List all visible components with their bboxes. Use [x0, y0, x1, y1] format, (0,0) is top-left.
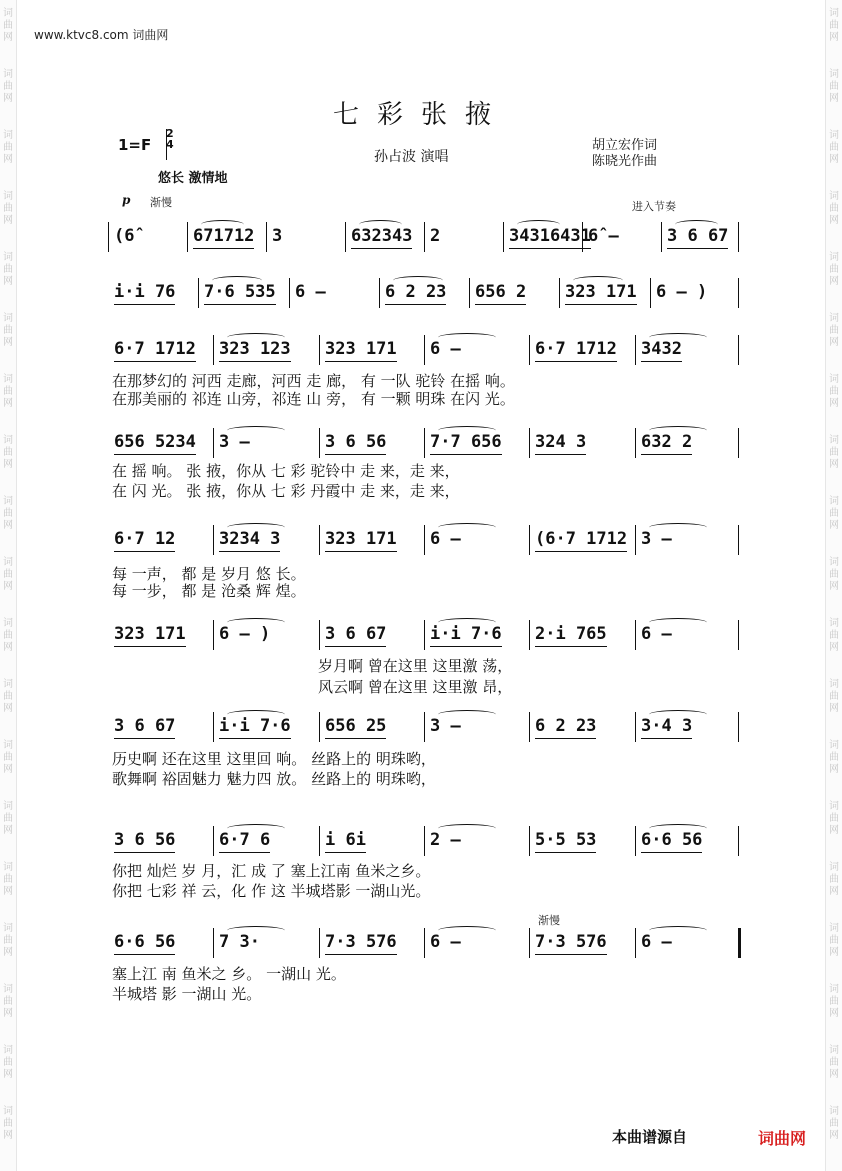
note-group: 34316431	[509, 226, 591, 246]
lyric-line: 在 闪 光。 张 掖，你从 七 彩 丹霞中 走 来，走 来，	[112, 482, 460, 500]
watermark-text: 词 曲 网	[3, 313, 13, 348]
watermark-text: 词 曲 网	[829, 313, 839, 348]
beam-line	[325, 551, 397, 552]
bar-line	[661, 222, 662, 252]
bar-line	[424, 620, 425, 650]
bar-line	[213, 525, 214, 555]
bar-line	[424, 335, 425, 365]
slur-arc	[227, 333, 285, 342]
beam-line	[325, 361, 397, 362]
bar-line	[319, 335, 320, 365]
beam-line	[114, 304, 175, 305]
watermark-text: 词 曲 网	[3, 557, 13, 592]
beam-line	[219, 361, 291, 362]
score-row	[108, 525, 740, 555]
bar-line	[319, 620, 320, 650]
note-group: 6·6 56	[641, 830, 702, 850]
slur-arc	[573, 276, 623, 285]
note-group: 656 25	[325, 716, 386, 736]
bar-line	[266, 222, 267, 252]
beam-line	[219, 551, 280, 552]
beam-line	[219, 738, 291, 739]
bar-line	[319, 928, 320, 958]
note-group: 7·6 535	[204, 282, 276, 302]
watermark-text: 词 曲 网	[829, 252, 839, 287]
bar-line	[738, 826, 739, 856]
note-group: 2	[430, 226, 441, 246]
beam-line	[641, 454, 692, 455]
bar-line	[738, 712, 739, 742]
bar-line	[503, 222, 504, 252]
beam-line	[535, 954, 607, 955]
slur-arc	[517, 220, 560, 229]
note-group: 3 6 67	[114, 716, 175, 736]
note-group: 3 6 67	[325, 624, 386, 644]
note-group: 7·7 656	[430, 432, 502, 452]
note-group: 2 –	[430, 830, 461, 850]
beam-line	[667, 248, 728, 249]
score-row	[108, 928, 740, 958]
singer-credit: 孙占波 演唱	[374, 149, 449, 165]
watermark-text: 词 曲 网	[829, 8, 839, 43]
slur-arc	[649, 710, 707, 719]
watermark-text: 词 曲 网	[829, 984, 839, 1019]
beam-line	[114, 954, 175, 955]
watermark-text: 词 曲 网	[829, 1045, 839, 1080]
note-group: 6·7 1712	[535, 339, 617, 359]
bar-line	[738, 428, 739, 458]
bar-line	[635, 335, 636, 365]
note-group: (6·7 1712	[535, 529, 627, 549]
watermark-text: 词 曲 网	[829, 923, 839, 958]
watermark-text: 词 曲 网	[3, 130, 13, 165]
bar-line	[559, 278, 560, 308]
watermark-text: 词 曲 网	[829, 679, 839, 714]
note-group: 6·7 6	[219, 830, 270, 850]
watermark-text: 词 曲 网	[829, 435, 839, 470]
slur-arc	[359, 220, 402, 229]
note-group: 5·5 53	[535, 830, 596, 850]
dynamic-marking: p	[122, 193, 131, 207]
bar-line	[379, 278, 380, 308]
beam-line	[641, 852, 702, 853]
beam-line	[114, 361, 196, 362]
slur-arc	[393, 276, 443, 285]
key-signature: 1=F	[118, 136, 152, 154]
note-group: i·i 76	[114, 282, 175, 302]
slur-arc	[227, 824, 285, 833]
note-group: 3 6 56	[325, 432, 386, 452]
bar-line	[108, 222, 109, 252]
watermark-text: 词 曲 网	[3, 374, 13, 409]
score-row	[108, 620, 740, 650]
beam-line	[535, 454, 586, 455]
beam-line	[385, 304, 446, 305]
slur-arc	[227, 426, 285, 435]
slur-arc	[227, 710, 285, 719]
slur-arc	[227, 926, 285, 935]
note-group: 2·i 765	[535, 624, 607, 644]
watermark-text: 词 曲 网	[829, 801, 839, 836]
slur-arc	[649, 523, 707, 532]
beam-line	[325, 646, 386, 647]
slur-arc	[675, 220, 718, 229]
score-row	[108, 278, 740, 308]
slur-arc	[649, 926, 707, 935]
slur-arc	[649, 618, 707, 627]
bar-line	[738, 335, 739, 365]
lyric-line: 在 摇 响。 张 掖，你从 七 彩 驼铃中 走 来，走 来，	[112, 462, 460, 480]
note-group: 6 –	[430, 932, 461, 952]
slur-arc	[438, 618, 496, 627]
bar-line	[529, 335, 530, 365]
site-header: www.ktvc8.com 词曲网	[34, 28, 169, 42]
note-group: i 6i	[325, 830, 366, 850]
bar-line	[650, 278, 651, 308]
note-group: 6 –	[295, 282, 326, 302]
watermark-text: 词 曲 网	[829, 1106, 839, 1141]
watermark-text: 词 曲 网	[829, 191, 839, 226]
slur-arc	[227, 618, 285, 627]
watermark-text: 词 曲 网	[3, 618, 13, 653]
lyric-line: 在那美丽的 祁连 山旁，祁连 山 旁， 有 一颗 明珠 在闪 光。	[112, 390, 515, 408]
bar-line	[529, 712, 530, 742]
note-group: 6·6 56	[114, 932, 175, 952]
bar-line	[635, 525, 636, 555]
bar-line	[345, 222, 346, 252]
slow-marking-2: 渐慢	[538, 914, 560, 927]
note-group: 323 171	[114, 624, 186, 644]
beam-line	[114, 738, 175, 739]
beam-line	[509, 248, 591, 249]
note-group: i·i 7·6	[430, 624, 502, 644]
score-row	[108, 335, 740, 365]
bar-line	[529, 525, 530, 555]
note-group: 323 171	[565, 282, 637, 302]
watermark-text: 词 曲 网	[829, 740, 839, 775]
watermark-text: 词 曲 网	[3, 679, 13, 714]
note-group: 3 –	[641, 529, 672, 549]
note-group: 6·7 12	[114, 529, 175, 549]
bar-line	[529, 428, 530, 458]
bar-line	[424, 712, 425, 742]
bar-line	[213, 428, 214, 458]
bar-line	[213, 928, 214, 958]
bar-line	[319, 525, 320, 555]
lyric-line: 风云啊 曾在这里 这里激 昂，	[318, 678, 513, 696]
bar-line	[213, 620, 214, 650]
tempo-marking: 悠长 激情地	[158, 171, 228, 186]
watermark-text: 词 曲 网	[3, 801, 13, 836]
note-group: 3·4 3	[641, 716, 692, 736]
beam-line	[535, 646, 607, 647]
note-group: 7·3 576	[325, 932, 397, 952]
note-group: 3	[272, 226, 283, 246]
watermark-text: 词 曲 网	[829, 557, 839, 592]
bar-line	[738, 222, 739, 252]
bar-line	[635, 620, 636, 650]
note-group: 3 6 56	[114, 830, 175, 850]
note-group: 3 6 67	[667, 226, 728, 246]
note-group: 6 – )	[219, 624, 270, 644]
slur-arc	[227, 523, 285, 532]
slur-arc	[438, 824, 496, 833]
slur-arc	[201, 220, 244, 229]
beam-line	[351, 248, 412, 249]
beam-line	[535, 738, 596, 739]
watermark-text: 词 曲 网	[829, 69, 839, 104]
bar-line	[529, 826, 530, 856]
bar-line	[738, 525, 739, 555]
bar-line	[424, 826, 425, 856]
note-group: 324 3	[535, 432, 586, 452]
bar-line	[635, 928, 636, 958]
bar-line	[289, 278, 290, 308]
note-group: 7 3·	[219, 932, 260, 952]
watermark-text: 词 曲 网	[3, 1045, 13, 1080]
note-group: 632343	[351, 226, 412, 246]
slur-arc	[438, 426, 496, 435]
note-group: 7·3 576	[535, 932, 607, 952]
beam-line	[193, 248, 254, 249]
watermark-text: 词 曲 网	[829, 374, 839, 409]
bar-line	[213, 712, 214, 742]
time-signature	[166, 128, 174, 150]
beam-line	[325, 852, 366, 853]
bar-line	[424, 428, 425, 458]
watermark-text: 词 曲 网	[829, 862, 839, 897]
bar-line	[529, 928, 530, 958]
intro-note: 进入节奏	[632, 200, 676, 213]
beam-line	[204, 304, 276, 305]
slur-arc	[649, 824, 707, 833]
watermark-text: 词 曲 网	[829, 496, 839, 531]
lyricist-credit: 胡立宏作词	[592, 138, 658, 153]
bar-line	[319, 712, 320, 742]
lyric-line: 塞上江 南 鱼米之 乡。 一湖山 光。	[112, 965, 346, 983]
beam-line	[641, 738, 692, 739]
lyric-line: 岁月啊 曾在这里 这里激 荡，	[318, 657, 513, 675]
note-group: (6̂	[114, 226, 135, 246]
bar-line	[635, 712, 636, 742]
watermark-text: 词 曲 网	[3, 984, 13, 1019]
note-group: 6 2 23	[385, 282, 446, 302]
slur-arc	[438, 523, 496, 532]
song-title: 七彩张掖	[332, 100, 509, 130]
slur-arc	[649, 333, 707, 342]
slur-arc	[649, 426, 707, 435]
lyric-line: 你把 灿烂 岁 月，汇 成 了 塞上江南 鱼米之乡。	[112, 862, 431, 880]
watermark-text: 词 曲 网	[3, 69, 13, 104]
bar-line	[635, 428, 636, 458]
watermark-text: 词 曲 网	[3, 1106, 13, 1141]
bar-line	[529, 620, 530, 650]
watermark-text: 词 曲 网	[3, 8, 13, 43]
lyric-line: 每 一声， 都 是 岁月 悠 长。	[112, 565, 306, 583]
note-group: 6 –	[641, 624, 672, 644]
score-row	[108, 712, 740, 742]
watermark-text: 词 曲 网	[3, 435, 13, 470]
beam-line	[114, 852, 175, 853]
beam-line	[219, 852, 270, 853]
note-group: 3 –	[219, 432, 250, 452]
note-group: 6̂ –	[588, 226, 619, 246]
bar-line	[187, 222, 188, 252]
note-group: 6 –	[430, 529, 461, 549]
bar-line	[738, 278, 739, 308]
beam-line	[325, 738, 386, 739]
note-group: 656 2	[475, 282, 526, 302]
lyric-line: 历史啊 还在这里 这里回 响。 丝路上的 明珠哟，	[112, 750, 436, 768]
beam-line	[430, 454, 502, 455]
note-group: 6 –	[641, 932, 672, 952]
lyric-line: 你把 七彩 祥 云，化 作 这 半城塔影 一湖山光。	[112, 882, 431, 900]
bar-line	[213, 826, 214, 856]
time-bottom: 4	[166, 138, 174, 151]
watermark-text: 词 曲 网	[3, 923, 13, 958]
slur-arc	[438, 710, 496, 719]
bar-line	[738, 928, 741, 958]
slur-arc	[438, 333, 496, 342]
lyric-line: 歌舞啊 裕固魅力 魅力四 放。 丝路上的 明珠哟，	[112, 770, 436, 788]
bar-line	[319, 428, 320, 458]
watermark-text: 词 曲 网	[3, 252, 13, 287]
note-group: 323 123	[219, 339, 291, 359]
note-group: 323 171	[325, 339, 397, 359]
note-group: i·i 7·6	[219, 716, 291, 736]
slur-arc	[212, 276, 262, 285]
beam-line	[325, 954, 397, 955]
beam-line	[535, 852, 596, 853]
beam-line	[565, 304, 637, 305]
bar-line	[424, 928, 425, 958]
beam-line	[114, 551, 175, 552]
bar-line	[213, 335, 214, 365]
watermark-text: 词 曲 网	[3, 496, 13, 531]
composer-credit: 陈晓光作曲	[592, 154, 658, 169]
footer-site-logo: 词曲网	[758, 1129, 807, 1148]
note-group: 323 171	[325, 529, 397, 549]
note-group: 656 5234	[114, 432, 196, 452]
slur-arc	[438, 926, 496, 935]
beam-line	[641, 361, 682, 362]
watermark-text: 词 曲 网	[3, 862, 13, 897]
note-group: 6 –	[430, 339, 461, 359]
bar-line	[738, 620, 739, 650]
slow-marking: 渐慢	[150, 196, 172, 209]
score-row	[108, 826, 740, 856]
bar-line	[424, 525, 425, 555]
footer-source-label: 本曲谱源自	[612, 1128, 688, 1146]
beam-line	[325, 454, 386, 455]
note-group: 6·7 1712	[114, 339, 196, 359]
beam-line	[430, 646, 502, 647]
bar-line	[424, 222, 425, 252]
note-group: 632 2	[641, 432, 692, 452]
lyric-line: 每 一步， 都 是 沧桑 辉 煌。	[112, 582, 306, 600]
beam-line	[114, 646, 186, 647]
watermark-text: 词 曲 网	[829, 618, 839, 653]
bar-line	[635, 826, 636, 856]
score-row	[108, 428, 740, 458]
note-group: 671712	[193, 226, 254, 246]
time-top: 2	[166, 127, 174, 140]
beam-line	[114, 454, 196, 455]
note-group: 6 – )	[656, 282, 708, 302]
watermark-text: 词 曲 网	[3, 191, 13, 226]
bar-line	[198, 278, 199, 308]
watermark-text: 词 曲 网	[829, 130, 839, 165]
bar-line	[469, 278, 470, 308]
beam-line	[535, 361, 617, 362]
bar-line	[319, 826, 320, 856]
note-group: 6 2 23	[535, 716, 596, 736]
watermark-text: 词 曲 网	[3, 740, 13, 775]
lyric-line: 在那梦幻的 河西 走廊，河西 走 廊， 有 一队 驼铃 在摇 响。	[112, 372, 515, 390]
lyric-line: 半城塔 影 一湖山 光。	[112, 985, 262, 1003]
score-row	[108, 222, 740, 252]
beam-line	[535, 551, 627, 552]
note-group: 3234 3	[219, 529, 280, 549]
beam-line	[475, 304, 526, 305]
note-group: 3432	[641, 339, 682, 359]
note-group: 3 –	[430, 716, 461, 736]
